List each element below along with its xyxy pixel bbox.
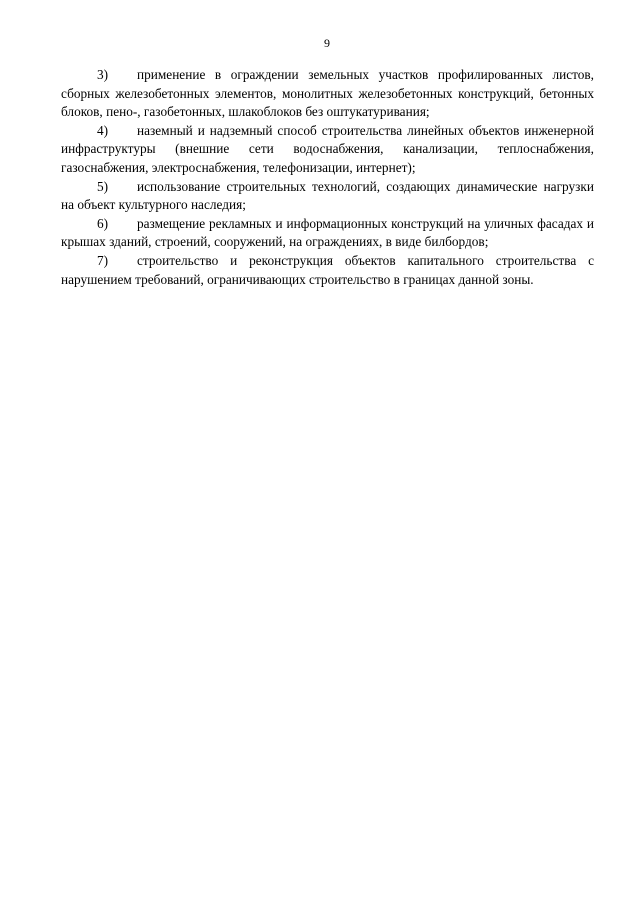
list-item-text: применение в ограждении земельных участков профилированных листов, сборных железобетонных элементов, монолитных железобетонных конструкций, бетонных блоков, пено-, газобетонных, шлакоблоков без оштукатуривания;: [61, 67, 594, 120]
list-item-number: 6): [97, 215, 109, 231]
list-item-text: размещение рекламных и информационных конструкций на уличных фасадах и крышах зданий, строений, сооружений, на ограждениях, в виде билбордов;: [61, 215, 594, 250]
list-item-text: наземный и надземный способ строительства линейных объектов инженерной инфраструктуры (внешние сети водоснабжения, канализации, теплоснабжения, газоснабжения, электроснабжения, телефонизации, интернет);: [61, 122, 594, 175]
list-item-number: 4): [97, 122, 109, 138]
list-item: [61, 66, 594, 122]
list-item-text: строительство и реконструкция объектов капитального строительства с нарушением требований, ограничивающих строительство в границах данной зоны.: [61, 252, 594, 287]
list-item-number: 3): [97, 67, 109, 82]
list-item: [61, 178, 594, 215]
document-body: [61, 66, 594, 289]
list-item-number: 5): [97, 178, 109, 194]
list-item: [61, 215, 594, 252]
page-number: 9: [324, 36, 330, 50]
list-item: [61, 122, 594, 178]
list-item-text: использование строительных технологий, создающих динамические нагрузки на объект культурного наследия;: [61, 178, 594, 213]
list-item-number: 7): [97, 252, 109, 268]
list-item: [61, 252, 594, 289]
